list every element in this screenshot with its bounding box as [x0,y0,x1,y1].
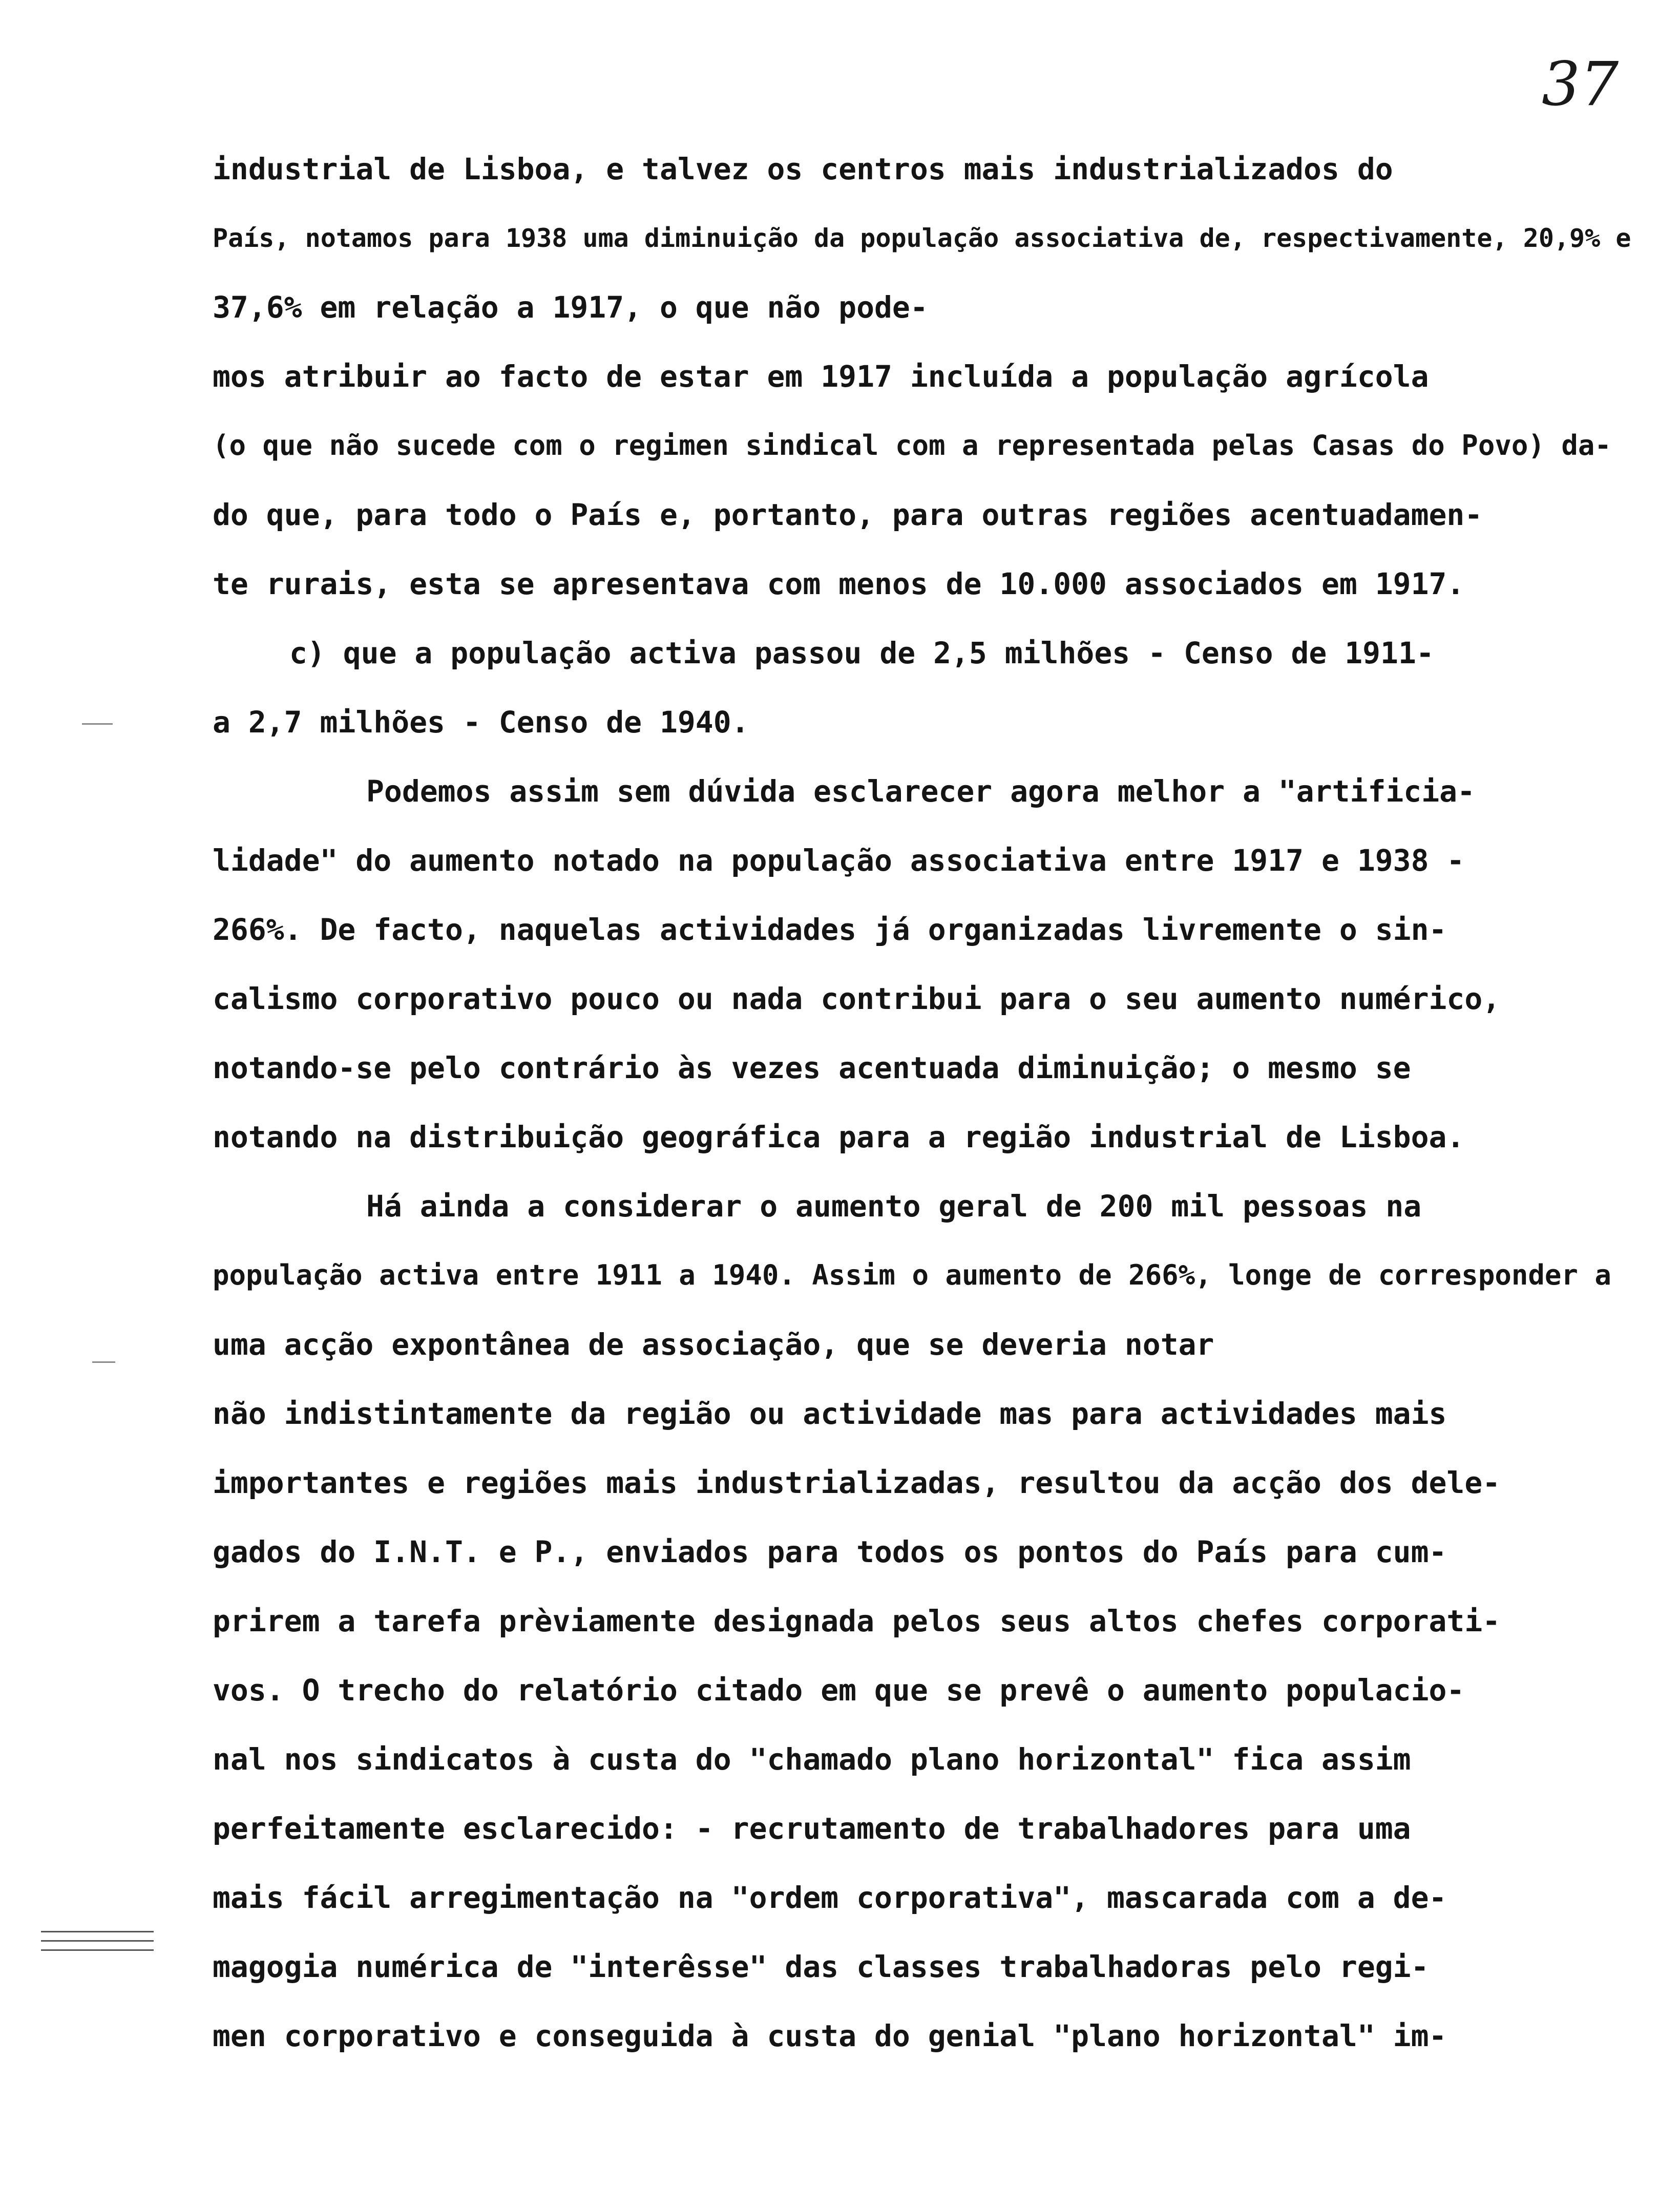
text-line: do que, para todo o País e, portanto, para outras regiões acentuadamen- [213,497,1483,532]
text-line: (o que não sucede com o regimen sindical com a representada pelas Casas do Povo) da- [213,429,1611,461]
text-line: mos atribuir ao facto de estar em 1917 incluída a população agrícola [213,359,1429,394]
text-line: Há ainda a considerar o aumento geral de 200 mil pessoas na [366,1189,1422,1224]
text-line: calismo corporativo pouco ou nada contribui para o seu aumento numérico, [213,981,1501,1016]
text-line: uma acção expontânea de associação, que se deveria notar [213,1327,1214,1362]
text-line: te rurais, esta se apresentava com menos de 10.000 associados em 1917. [213,566,1465,601]
text-line: c) que a população activa passou de 2,5 milhões - Censo de 1911- [289,636,1434,670]
text-line: mais fácil arregimentação na "ordem corporativa", mascarada com a de- [213,1880,1447,1915]
text-line: importantes e regiões mais industrializadas, resultou da acção dos dele- [213,1465,1501,1500]
text-line: lidade" do aumento notado na população associativa entre 1917 e 1938 - [213,843,1465,878]
page-number: 37 [1542,49,1619,119]
text-line: País, notamos para 1938 uma diminuição da população associativa de, respectivamente, 20,9% e [213,223,1631,253]
text-line: a 2,7 milhões - Censo de 1940. [213,705,749,740]
text-line: gados do I.N.T. e P., enviados para todos os pontos do País para cum- [213,1534,1447,1569]
text-line: população activa entre 1911 a 1940. Assim o aumento de 266%, longe de corresponder a [213,1259,1611,1291]
text-line: industrial de Lisboa, e talvez os centros mais industrializados do [213,152,1393,186]
margin-scribble [41,1926,154,1956]
text-line: não indistintamente da região ou actividade mas para actividades mais [213,1396,1447,1431]
text-line: magogia numérica de "interêsse" das classes trabalhadoras pelo regi- [213,1949,1429,1984]
text-line: 266%. De facto, naquelas actividades já organizadas livremente o sin- [213,912,1447,947]
text-line: notando-se pelo contrário às vezes acentuada diminuição; o mesmo se [213,1050,1411,1085]
text-line: vos. O trecho do relatório citado em que se prevê o aumento populacio- [213,1673,1465,1708]
margin-mark [82,723,113,725]
text-line: perfeitamente esclarecido: - recrutamento de trabalhadores para uma [213,1811,1411,1846]
text-line: prirem a tarefa prèviamente designada pelos seus altos chefes corporati- [213,1604,1501,1638]
text-line: Podemos assim sem dúvida esclarecer agora melhor a "artificia- [366,774,1475,809]
text-line: notando na distribuição geográfica para a região industrial de Lisboa. [213,1120,1465,1154]
margin-mark [92,1361,115,1363]
text-line: nal nos sindicatos à custa do "chamado plano horizontal" fica assim [213,1742,1411,1777]
text-line: 37,6% em relação a 1917, o que não pode- [213,290,928,325]
text-line: men corporativo e conseguida à custa do genial "plano horizontal" im- [213,2018,1447,2053]
